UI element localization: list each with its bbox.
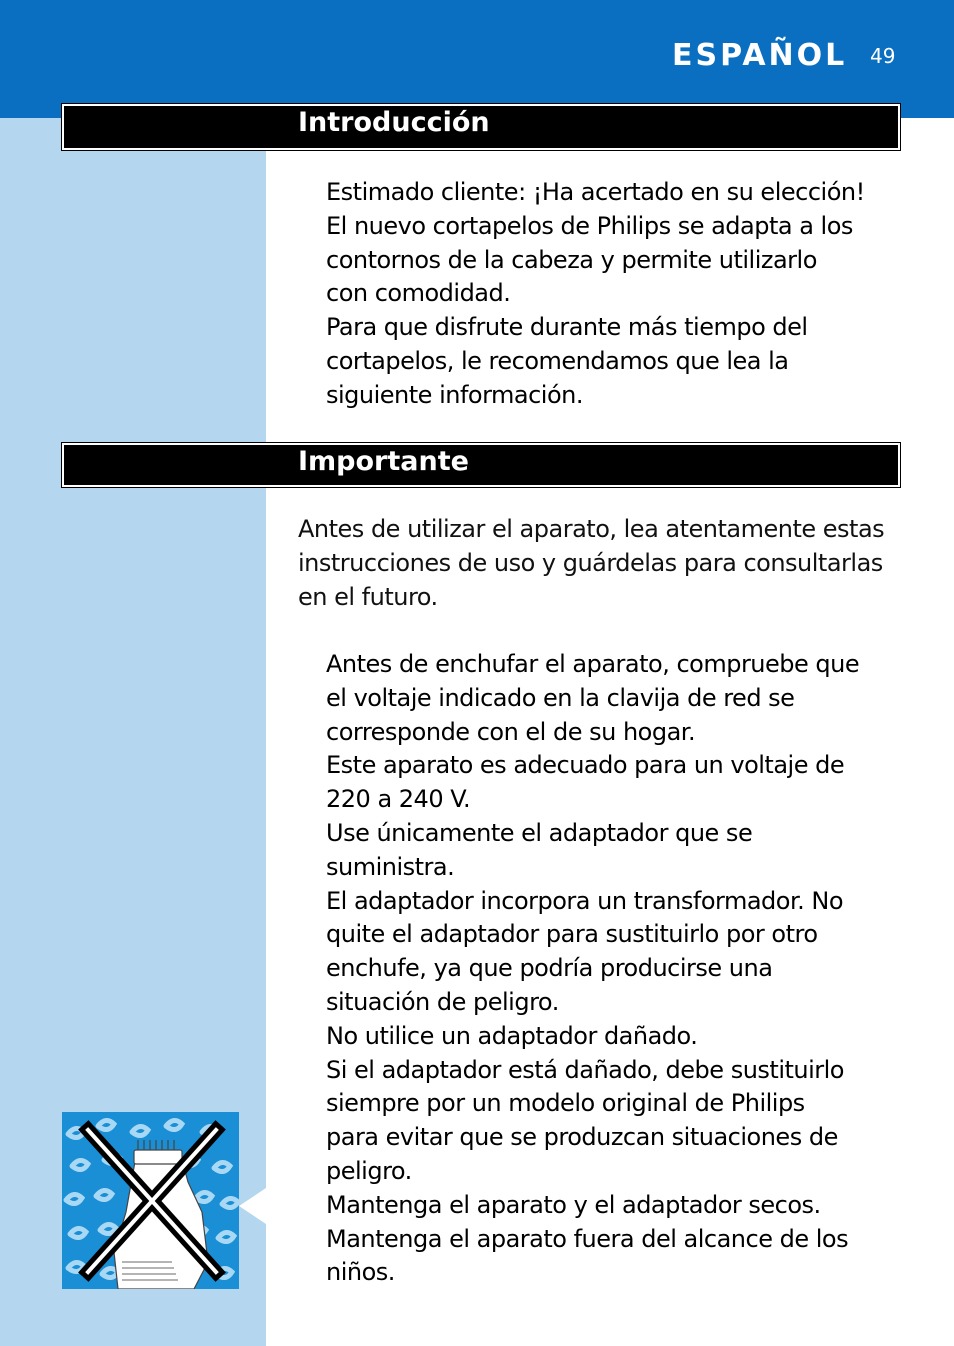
text-line: El nuevo cortapelos de Philips se adapta a los <box>326 211 853 240</box>
text-line: Este aparato es adecuado para un voltaje de <box>326 751 845 780</box>
illustration-pointer <box>239 1188 266 1224</box>
text-line: para evitar que se produzcan situaciones de <box>326 1123 838 1152</box>
page-number: 49 <box>870 44 896 68</box>
text-line: en el futuro. <box>298 582 438 611</box>
section-title: Importante <box>298 446 469 477</box>
text-line: instrucciones de uso y guárdelas para consultarlas <box>298 548 883 577</box>
text-line: suministra. <box>326 852 455 881</box>
important-lead-paragraph <box>298 513 918 614</box>
text-line: quite el adaptador para sustituirlo por otro <box>326 920 818 949</box>
text-line: siguiente información. <box>326 380 583 409</box>
text-line: con comodidad. <box>326 279 511 308</box>
warnings-paragraph <box>326 648 916 1290</box>
text-line: situación de peligro. <box>326 987 559 1016</box>
text-line: Estimado cliente: ¡Ha acertado en su elección! <box>326 178 865 206</box>
text-line: niños. <box>326 1258 395 1287</box>
text-line: peligro. <box>326 1156 412 1185</box>
no-water-trimmer-icon <box>62 1112 239 1289</box>
section-title: Introducción <box>298 107 490 138</box>
text-line: Mantenga el aparato fuera del alcance de los <box>326 1224 849 1253</box>
text-line: Use únicamente el adaptador que se <box>326 818 753 847</box>
text-line: Si el adaptador está dañado, debe sustituirlo <box>326 1055 844 1084</box>
text-line: Antes de enchufar el aparato, compruebe que <box>326 650 860 678</box>
section-header-introduccion <box>62 104 900 150</box>
text-line: Mantenga el aparato y el adaptador secos. <box>326 1190 821 1219</box>
text-line: corresponde con el de su hogar. <box>326 717 696 746</box>
language-heading: ESPAÑOL <box>672 38 848 73</box>
text-line: siempre por un modelo original de Philips <box>326 1089 805 1118</box>
text-line: 220 a 240 V. <box>326 785 471 814</box>
text-line: Para que disfrute durante más tiempo del <box>326 313 808 342</box>
text-line: el voltaje indicado en la clavija de red se <box>326 683 795 712</box>
text-line: enchufe, ya que podría producirse una <box>326 954 773 983</box>
text-line: Antes de utilizar el aparato, lea atentamente estas <box>298 515 885 543</box>
text-line: cortapelos, le recomendamos que lea la <box>326 346 789 375</box>
section-header-importante <box>62 443 900 487</box>
text-line: El adaptador incorpora un transformador. No <box>326 886 844 915</box>
text-line: No utilice un adaptador dañado. <box>326 1021 698 1050</box>
text-line: contornos de la cabeza y permite utilizarlo <box>326 245 817 274</box>
intro-paragraph <box>326 176 916 413</box>
